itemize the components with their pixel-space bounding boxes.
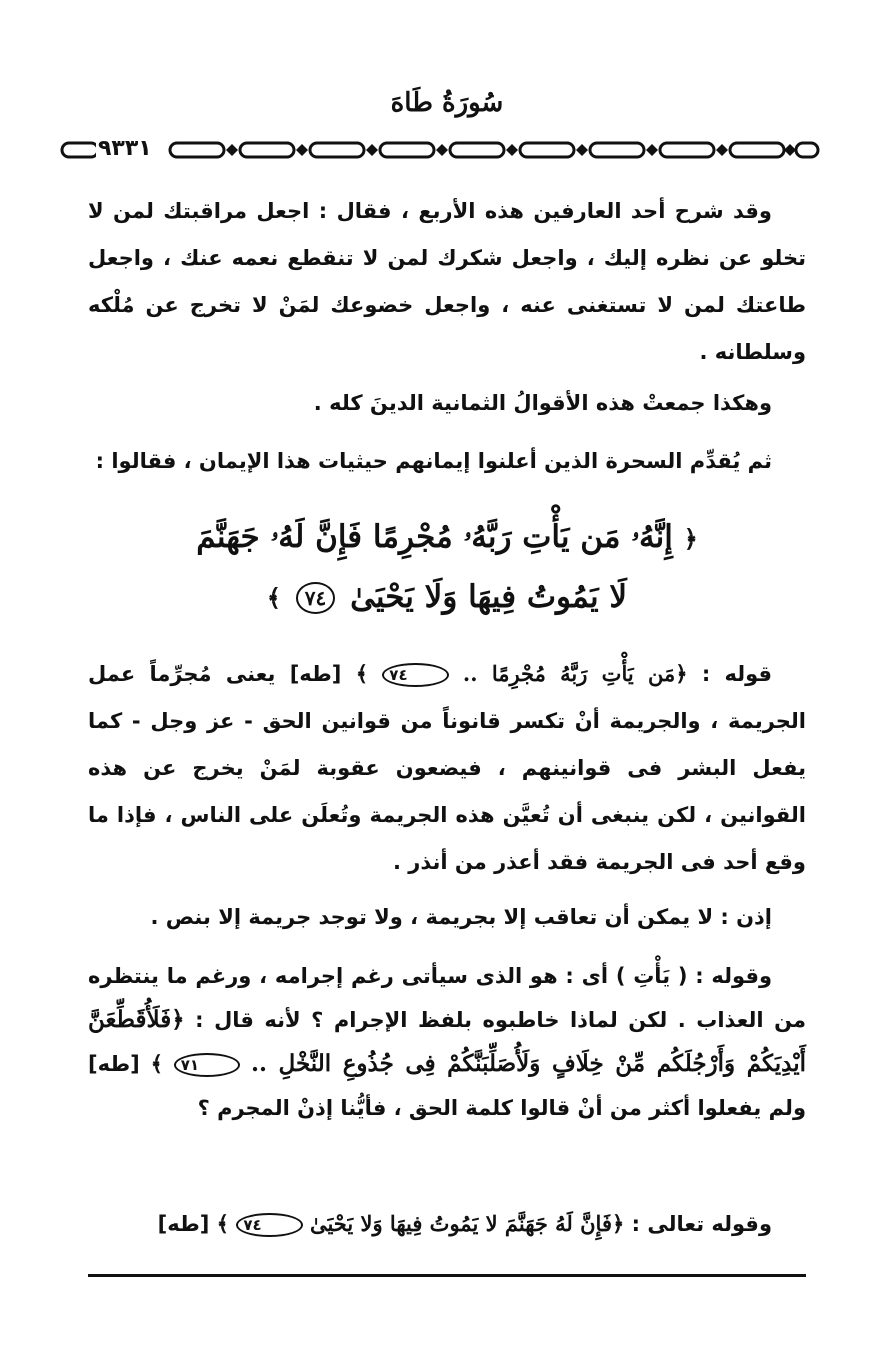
commentary-1 — [88, 650, 806, 886]
c4-ayah-badge: ٧٤ — [236, 1213, 302, 1237]
c1-quote: ﴿مَن يَأْتِ رَبَّهُ مُجْرِمًا .. — [462, 661, 688, 686]
commentary-3-text: وقوله : ( يَأْتِ ) أى : هو الذى سيأتى رغم إجرامه ، ورغم ما ينتظره من العذاب . لكن لماذا خاطبوه بلفظ الإجرام ؟ لأنه قال : ﴿فَلَأُقَطِّعَنَّ أَيْدِيَكُمْ وَأَرْجُلَكُم مِّنْ خِلَافٍ وَلَأُصَلِّبَنَّكُمْ فِى جُذُوعِ النَّخْلِ .. ٧١ ﴾ [طه] ولم يفعلوا أكثر من أنْ قالوا كلمة الحق ، فأيُّنا إذنْ المجرم ؟ — [88, 964, 806, 1120]
commentary-2 — [88, 894, 806, 941]
c3-start: وقوله : ( يَأْتِ ) أى : هو الذى سيأتى رغم إجرامه ، ورغم ما ينتظره من العذاب . لكن لماذا خاطبوه بلفظ الإجرام ؟ لأنه قال : — [88, 964, 806, 1032]
ayah-number-badge: ٧٤ — [296, 582, 335, 614]
c1-rest: يعنى مُجرِّماً عمل الجريمة ، والجريمة أنْ تكسر قانوناً من قوانين الحق - عز وجل - كما يفعل البشر فى قوانينهم ، فيضعون عقوبة لمَنْ يخرج عن هذه القوانين ، لكن ينبغى أن تُعيَّن هذه الجريمة وتُعلَن على الناس ، فإذا ما وقع أحد فى الجريمة فقد أعذر من أنذر . — [88, 662, 806, 874]
c4-quote: ﴿فَإِنَّ لَهُ جَهَنَّمَ لا يَمُوتُ فِيهَا وَلا يَحْيَىٰ — [309, 1211, 625, 1236]
c2-text: إذن : لا يمكن أن تعاقب إلا بجريمة ، ولا توجد جريمة إلا بنص . — [150, 905, 772, 929]
c3-ayah-badge: ٧١ — [174, 1053, 240, 1077]
c3-ref: [طه] — [88, 1052, 140, 1076]
commentary-1-text: قوله : ﴿مَن يَأْتِ رَبَّهُ مُجْرِمًا .. ٧٤ ﴾ [طه] يعنى مُجرِّماً عمل الجريمة ، والجريمة أنْ تكسر قانوناً من قوانين الحق - عز وجل - كما يفعل البشر فى قوانينهم ، فيضعون عقوبة لمَنْ يخرج عن هذه القوانين ، لكن ينبغى أن تُعيَّن هذه الجريمة وتُعلَن على الناس ، فإذا ما وقع أحد فى الجريمة فقد أعذر من أنذر . — [88, 661, 806, 874]
quran-verse — [0, 508, 894, 627]
verse-text-line-2: لَا يَمُوتُ فِيهَا وَلَا يَحْيَىٰ — [350, 578, 628, 615]
verse-line-2 — [0, 568, 894, 628]
footer-rule — [88, 1274, 806, 1277]
page-number: ٩٣٣١ — [98, 136, 152, 161]
paragraph-3-block — [88, 438, 806, 485]
verse-line-1 — [0, 508, 894, 568]
paragraph-2-block — [88, 380, 806, 427]
paragraph-2: وهكذا جمعتْ هذه الأقوالُ الثمانية الدينَ كله . — [313, 391, 772, 415]
ornament-open-icon: ﴿ — [683, 523, 698, 553]
ornament-close-icon: ﴾ — [266, 583, 281, 612]
intro-text — [88, 188, 806, 376]
commentary-3 — [88, 954, 806, 1130]
c1-ayah-badge: ٧٤ — [382, 663, 448, 687]
surah-title: سُورَةُ طَاهَ — [390, 88, 504, 118]
c4-start: وقوله تعالى : — [631, 1212, 772, 1236]
verse-text-line-1: إِنَّهُۥ مَن يَأْتِ رَبَّهُۥ مُجْرِمًا فَإِنَّ لَهُۥ جَهَنَّمَ — [196, 519, 673, 555]
ornamental-border — [60, 134, 820, 166]
c3-rest: ولم يفعلوا أكثر من أنْ قالوا كلمة الحق ، فأيُّنا إذنْ المجرم ؟ — [197, 1096, 806, 1120]
paragraph-1: وقد شرح أحد العارفين هذه الأربع ، فقال : اجعل مراقبتك لمن لا تخلو عن نظره إليك ، واجعل شكرك لمن لا تنقطع نعمه عنك ، واجعل طاعتك لمن لا تستغنى عنه ، واجعل خضوعك لمَنْ لا تخرج عن مُلْكه وسلطانه . — [88, 199, 806, 364]
c3-quote: ﴿فَلَأُقَطِّعَنَّ أَيْدِيَكُمْ وَأَرْجُلَكُم مِّنْ خِلَافٍ وَلَأُصَلِّبَنَّكُمْ فِى جُذُوعِ النَّخْلِ .. — [88, 1006, 806, 1077]
c1-start: قوله : — [701, 662, 773, 686]
commentary-4-text: وقوله تعالى : ﴿فَإِنَّ لَهُ جَهَنَّمَ لا يَمُوتُ فِيهَا وَلا يَحْيَىٰ ٧٤ ﴾ [طه] — [157, 1211, 772, 1236]
paragraph-3: ثم يُقدِّم السحرة الذين أعلنوا إيمانهم حيثيات هذا الإيمان ، فقالوا : — [95, 449, 772, 473]
c1-ref: [طه] — [289, 662, 342, 686]
commentary-4 — [88, 1200, 806, 1248]
c4-ref: [طه] — [157, 1212, 210, 1236]
